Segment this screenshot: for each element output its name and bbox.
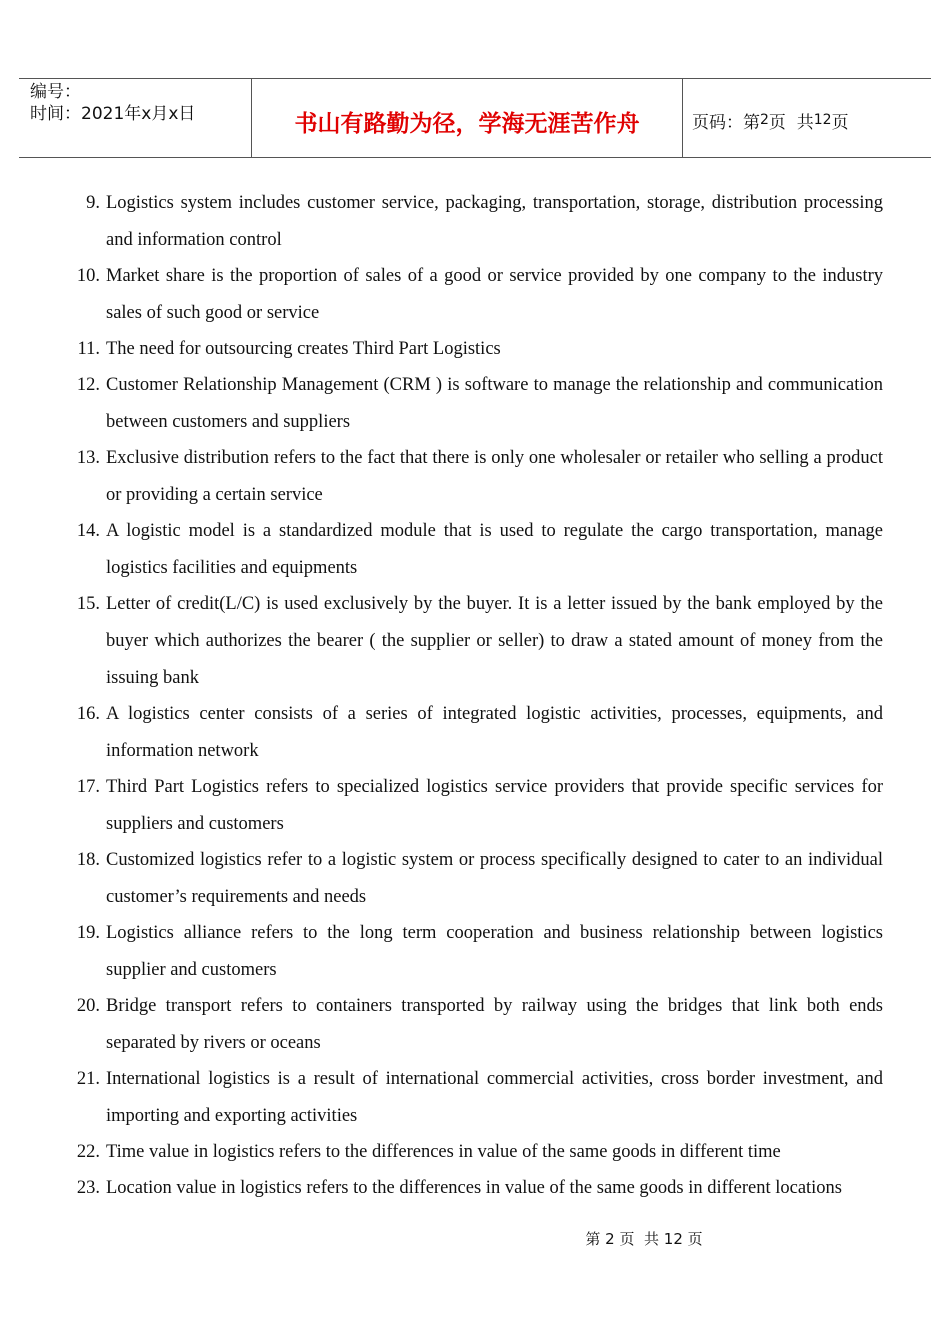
list-item [60, 769, 883, 843]
item-number: 13. [76, 448, 100, 468]
item-text: Customized logistics refer to a logistic system or process specifically designed to cater to an individual customer’s requirements and needs [106, 850, 883, 907]
list-item [60, 988, 883, 1062]
item-number: 9. [86, 193, 100, 213]
item-text: A logistic model is a standardized module that is used to regulate the cargo transportation, manage logistics facilities and equipments [106, 521, 883, 578]
item-number: 20. [76, 996, 100, 1016]
item-number: 14. [76, 521, 100, 541]
footer-page-num: 2 [605, 1230, 615, 1248]
item-text: Third Part Logistics refers to specialized logistics service providers that provide specific services for suppliers and customers [106, 777, 883, 834]
page-info-suffix: 页 [831, 112, 849, 133]
item-text: Location value in logistics refers to the differences in value of the same goods in different locations [106, 1178, 843, 1198]
item-number: 17. [76, 777, 100, 797]
item-text: A logistics center consists of a series of integrated logistic activities, processes, equipments, and information network [106, 704, 883, 761]
item-number: 21. [76, 1069, 100, 1089]
header-motto-cell [251, 79, 683, 157]
item-number: 19. [76, 923, 100, 943]
item-number: 12. [76, 375, 100, 395]
serial-label: 编号： [30, 82, 81, 102]
header-meta [19, 79, 250, 157]
item-number: 23. [76, 1178, 100, 1198]
list-item [60, 331, 883, 368]
motto: 书山有路勤为径，学海无涯苦作舟 [294, 110, 640, 137]
list-item [60, 1134, 883, 1171]
list-item [60, 1170, 883, 1207]
item-text: International logistics is a result of international commercial activities, cross border investment, and importing and exporting activities [106, 1069, 883, 1126]
list-item [60, 696, 883, 770]
time-label: 时间：2021年x月x日 [30, 104, 196, 124]
page-info-current: 2 [760, 112, 769, 128]
item-number: 10. [76, 266, 100, 286]
list-item [60, 185, 883, 259]
item-number: 16. [76, 704, 100, 724]
page-info-prefix: 页码：第 [692, 112, 760, 133]
footer-suffix: 页 [687, 1230, 703, 1248]
footer-page-total: 12 [663, 1230, 683, 1248]
item-text: Logistics alliance refers to the long term cooperation and business relationship between logistics supplier and customers [106, 923, 883, 980]
item-number: 18. [76, 850, 100, 870]
item-text: Bridge transport refers to containers transported by railway using the bridges that link both ends separated by rivers or oceans [106, 996, 883, 1053]
item-text: Customer Relationship Management (CRM ) is software to manage the relationship and communication between customers and suppliers [106, 375, 883, 432]
footer-prefix: 第 [585, 1230, 601, 1248]
list-item [60, 915, 883, 989]
list-item [60, 440, 883, 514]
item-text: Logistics system includes customer service, packaging, transportation, storage, distribution processing and information control [106, 193, 883, 250]
footer-mid: 页 共 [619, 1230, 659, 1248]
item-text: Time value in logistics refers to the differences in value of the same goods in different time [106, 1142, 781, 1162]
definition-list [60, 185, 883, 1206]
list-item [60, 258, 883, 332]
page-footer [0, 1228, 950, 1249]
list-item [60, 367, 883, 441]
item-text: Letter of credit(L/C) is used exclusively by the buyer. It is a letter issued by the bank employed by the buyer which authorizes the bearer ( the supplier or seller) to draw a stated amount of money from the issuing bank [106, 594, 883, 688]
list-item [60, 842, 883, 916]
item-text: The need for outsourcing creates Third Part Logistics [106, 339, 501, 359]
item-text: Exclusive distribution refers to the fact that there is only one wholesaler or retailer who selling a product or providing a certain service [106, 448, 883, 505]
page-info-mid: 页 共 [768, 112, 814, 133]
page-info-total: 12 [813, 112, 832, 128]
list-item [60, 513, 883, 587]
page-header [19, 78, 931, 158]
item-number: 15. [76, 594, 100, 614]
header-page-info [692, 79, 931, 157]
item-text: Market share is the proportion of sales of a good or service provided by one company to the industry sales of such good or service [106, 266, 883, 323]
item-number: 11. [77, 339, 100, 359]
list-item [60, 1061, 883, 1135]
item-number: 22. [76, 1142, 100, 1162]
list-item [60, 586, 883, 697]
